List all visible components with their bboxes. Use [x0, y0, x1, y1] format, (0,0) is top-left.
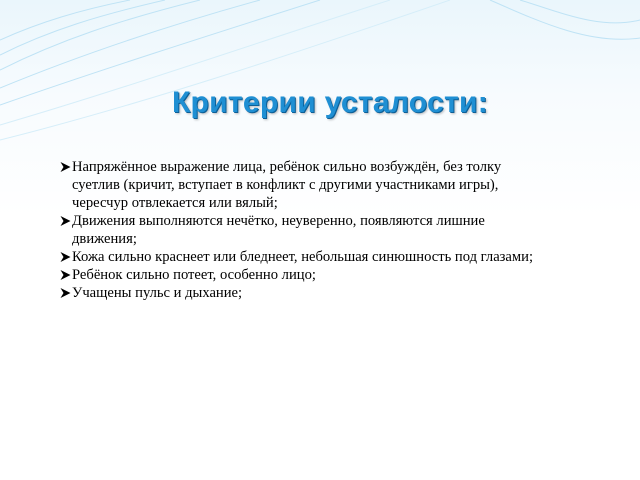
- checkmark-arrow-icon: [60, 212, 72, 230]
- checkmark-arrow-icon: [60, 284, 72, 302]
- list-item: [60, 248, 550, 266]
- slide-title: Критерии усталости:: [171, 86, 489, 119]
- list-item: [60, 212, 550, 248]
- list-item-text: Ребёнок сильно потеет, особенно лицо;: [72, 267, 316, 283]
- list-item: [60, 158, 550, 212]
- list-item: [60, 266, 550, 284]
- checkmark-arrow-icon: [60, 248, 72, 266]
- list-item-text: Учащены пульс и дыхание;: [72, 285, 243, 301]
- list-item-text: Напряжённое выражение лица, ребёнок сильно возбуждён, без толку суетлив (кричит, вступает в конфликт с другими участниками игры), чересчур отвлекается или вялый;: [72, 159, 502, 211]
- list-item-text: Движения выполняются нечётко, неуверенно, появляются лишние движения;: [72, 213, 485, 247]
- checkmark-arrow-icon: [60, 158, 72, 176]
- list-item-text: Кожа сильно краснеет или бледнеет, небольшая синюшность под глазами;: [72, 249, 534, 265]
- checkmark-arrow-icon: [60, 266, 72, 284]
- list-item: [60, 284, 550, 302]
- criteria-list: [60, 158, 550, 302]
